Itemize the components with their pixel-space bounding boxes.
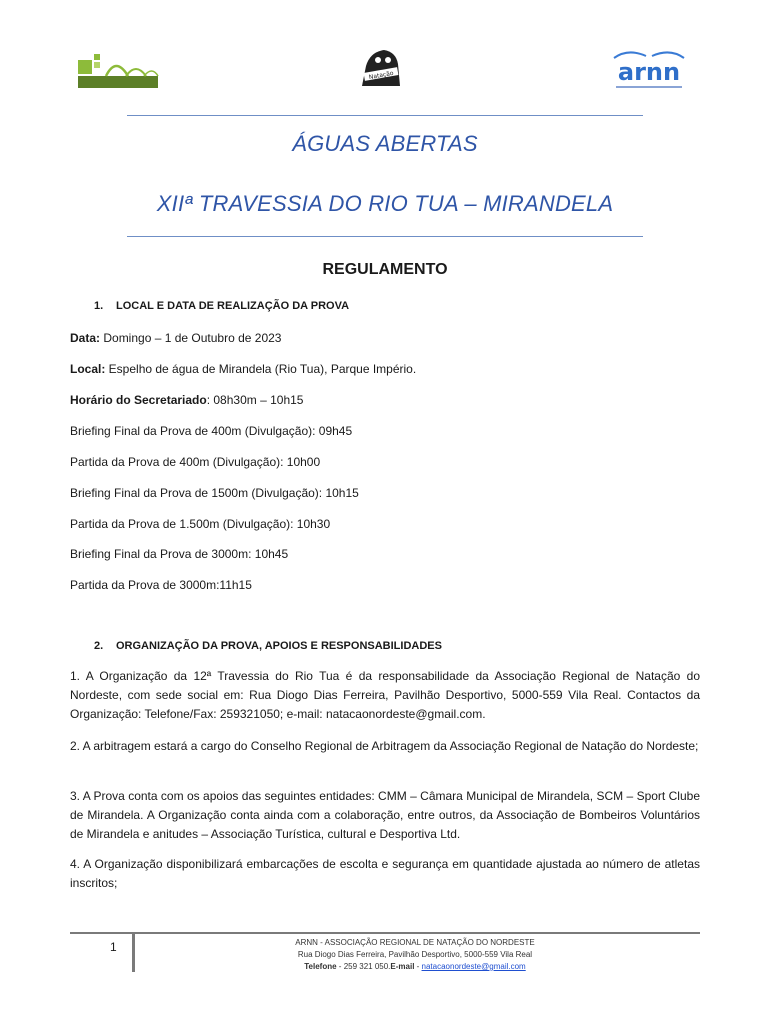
footer-org-name: ARNN - ASSOCIAÇÃO REGIONAL DE NATAÇÃO DO NORDESTE	[295, 938, 535, 947]
footer-email-link[interactable]: natacaonordeste@gmail.com	[421, 962, 526, 971]
data-value: Domingo – 1 de Outubro de 2023	[100, 331, 282, 345]
page-number: 1	[110, 940, 117, 954]
section-1-heading	[94, 300, 349, 312]
data-label: Data:	[70, 331, 101, 345]
section-2-title: ORGANIZAÇÃO DA PROVA, APOIOS E RESPONSABILIDADES	[116, 640, 442, 652]
footer-rule	[70, 932, 700, 934]
section-2-number: 2.	[94, 640, 104, 652]
local-value: Espelho de água de Mirandela (Rio Tua), Parque Império.	[105, 362, 417, 376]
data-line	[70, 331, 281, 345]
horario-value: : 08h30m – 10h15	[206, 393, 304, 407]
schedule-line: Partida da Prova de 400m (Divulgação): 10h00	[70, 455, 321, 469]
footer-contacts	[230, 961, 600, 973]
paragraph: 4. A Organização disponibilizará embarcações de escolta e segurança em quantidade ajustada ao número de atletas inscritos;	[70, 857, 700, 890]
footer-phone-label: Telefone	[304, 962, 337, 971]
paragraph: 1. A Organização da 12ª Travessia do Rio Tua é da responsabilidade da Associação Regional de Natação do Nordeste, com sede social em: Rua Diogo Dias Ferreira, Pavilhão Desportivo, 5000-559 Vila Real. Contactos da Organização: Telefone/Fax: 259321050; e-mail: natacaonordeste@gmail.com.	[70, 669, 700, 721]
title-top-rule	[127, 115, 643, 116]
svg-text:arnn: arnn	[617, 58, 681, 86]
local-line	[70, 362, 416, 376]
footer-email-label: E-mail	[390, 962, 415, 971]
arnn-logo	[608, 48, 690, 92]
doc-title-line1: ÁGUAS ABERTAS	[292, 131, 478, 156]
natacao-logo	[356, 46, 404, 90]
footer-divider	[132, 934, 135, 972]
footer-street: Rua Diogo Dias Ferreira, Pavilhão Desportivo, 5000-559 Vila Real	[297, 950, 533, 959]
paragraph: 3. A Prova conta com os apoios das seguintes entidades: CMM – Câmara Municipal de Mirandela, SCM – Sport Clube de Mirandela. A Organização conta ainda com a colaboração, entre outros, da Associação de Bombeiros Voluntários de Mirandela e anitudes – Associação Turística, cultural e Desportiva Ltd.	[70, 789, 700, 841]
schedule-line: Briefing Final da Prova de 1500m (Divulgação): 10h15	[70, 486, 359, 500]
title-bottom-rule	[127, 236, 643, 237]
municipality-logo	[76, 52, 160, 92]
footer-email-sep: -	[414, 962, 422, 971]
doc-title-line2: XIIª TRAVESSIA DO RIO TUA – MIRANDELA	[156, 191, 614, 216]
schedule-line: Partida da Prova de 1.500m (Divulgação): 10h30	[70, 517, 331, 531]
svg-text:Natação: Natação	[368, 69, 395, 82]
footer-address	[230, 937, 600, 973]
schedule-line: Briefing Final da Prova de 400m (Divulgação): 09h45	[70, 424, 353, 438]
footer-phone: - 259 321 050.	[336, 962, 391, 971]
schedule-line: Partida da Prova de 3000m:11h15	[70, 578, 252, 592]
paragraph: 2. A arbitragem estará a cargo do Conselho Regional de Arbitragem da Associação Regional de Natação do Nordeste;	[70, 739, 699, 753]
horario-line	[70, 393, 303, 407]
section-1-number: 1.	[94, 300, 104, 312]
schedule-line: Briefing Final da Prova de 3000m: 10h45	[70, 547, 289, 561]
local-label: Local:	[70, 362, 106, 376]
horario-label: Horário do Secretariado	[70, 393, 207, 407]
regulamento-heading: REGULAMENTO	[322, 261, 448, 278]
section-2-heading	[94, 640, 442, 652]
section-1-title: LOCAL E DATA DE REALIZAÇÃO DA PROVA	[116, 300, 350, 312]
